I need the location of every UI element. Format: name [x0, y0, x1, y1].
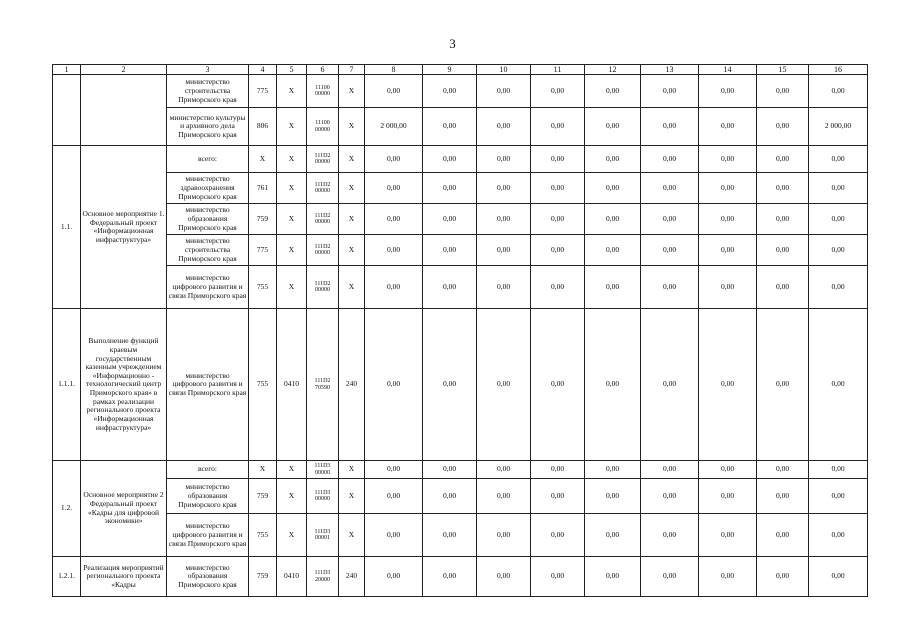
org-cell: министерство образования Приморского края — [167, 204, 249, 235]
table-row — [53, 266, 868, 309]
amount-cell: 0,00 — [477, 309, 531, 461]
col-header: 4 — [249, 65, 277, 75]
amount-total-cell: 0,00 — [809, 479, 868, 514]
amount-cell: 0,00 — [423, 266, 477, 309]
section-code-cell: X — [277, 108, 307, 146]
section-code-cell: X — [277, 235, 307, 266]
amount-cell: 0,00 — [477, 75, 531, 108]
grbs-cell: 775 — [249, 235, 277, 266]
amount-cell: 0,00 — [423, 235, 477, 266]
amount-cell: 2 000,00 — [365, 108, 423, 146]
section-code-cell: X — [277, 173, 307, 204]
section-name-cell: Реализация мероприятий регионального проекта «Кадры — [81, 557, 167, 597]
amount-cell: 0,00 — [365, 514, 423, 557]
amount-cell: 0,00 — [365, 266, 423, 309]
amount-cell: 0,00 — [699, 235, 757, 266]
amount-cell: 0,00 — [423, 514, 477, 557]
amount-cell: 0,00 — [423, 204, 477, 235]
amount-total-cell: 0,00 — [809, 173, 868, 204]
org-cell: министерство строительства Приморского края — [167, 75, 249, 108]
table-row — [53, 108, 868, 146]
amount-cell: 0,00 — [365, 309, 423, 461]
org-cell: министерство образования Приморского края — [167, 557, 249, 597]
amount-cell: 0,00 — [757, 266, 809, 309]
amount-cell: 0,00 — [477, 461, 531, 479]
amount-cell: 0,00 — [641, 461, 699, 479]
org-cell: министерство здравоохранения Приморского края — [167, 173, 249, 204]
target-article-cell: 111D2 00000 — [307, 204, 339, 235]
section-name-cell — [81, 75, 167, 146]
amount-cell: 0,00 — [477, 479, 531, 514]
grbs-cell: 755 — [249, 514, 277, 557]
amount-cell: 0,00 — [477, 108, 531, 146]
amount-cell: 0,00 — [531, 557, 585, 597]
amount-cell: 0,00 — [699, 557, 757, 597]
target-article-cell: 111D2 70590 — [307, 309, 339, 461]
page-number: 3 — [449, 36, 456, 51]
amount-cell: 0,00 — [585, 204, 641, 235]
col-header: 13 — [641, 65, 699, 75]
expense-type-cell: 240 — [339, 309, 365, 461]
amount-cell: 0,00 — [757, 204, 809, 235]
amount-cell: 0,00 — [423, 309, 477, 461]
grbs-cell: 755 — [249, 266, 277, 309]
amount-cell: 0,00 — [641, 479, 699, 514]
amount-total-cell: 0,00 — [809, 461, 868, 479]
amount-cell: 0,00 — [531, 146, 585, 173]
amount-cell: 0,00 — [585, 266, 641, 309]
col-header: 2 — [81, 65, 167, 75]
target-article-cell: 111D2 00000 — [307, 173, 339, 204]
amount-cell: 0,00 — [699, 266, 757, 309]
section-code-cell: X — [277, 461, 307, 479]
amount-cell: 0,00 — [423, 479, 477, 514]
amount-cell: 0,00 — [531, 75, 585, 108]
section-number-cell: 1.2.1. — [53, 557, 81, 597]
amount-cell: 0,00 — [757, 75, 809, 108]
table-row — [53, 514, 868, 557]
amount-cell: 0,00 — [641, 514, 699, 557]
amount-cell: 0,00 — [757, 146, 809, 173]
amount-cell: 0,00 — [585, 146, 641, 173]
section-number-cell: 1.1.1. — [53, 309, 81, 461]
target-article-cell: 111D2 00000 — [307, 146, 339, 173]
col-header: 14 — [699, 65, 757, 75]
col-header: 10 — [477, 65, 531, 75]
target-article-cell: 11100 00000 — [307, 108, 339, 146]
amount-total-cell: 0,00 — [809, 204, 868, 235]
amount-total-cell: 2 000,00 — [809, 108, 868, 146]
amount-cell: 0,00 — [757, 514, 809, 557]
col-header: 8 — [365, 65, 423, 75]
amount-cell: 0,00 — [641, 204, 699, 235]
amount-cell: 0,00 — [641, 557, 699, 597]
amount-cell: 0,00 — [423, 173, 477, 204]
amount-cell: 0,00 — [477, 235, 531, 266]
amount-cell: 0,00 — [531, 108, 585, 146]
expense-type-cell: 240 — [339, 557, 365, 597]
amount-cell: 0,00 — [585, 557, 641, 597]
amount-cell: 0,00 — [585, 108, 641, 146]
grbs-cell: 759 — [249, 479, 277, 514]
amount-cell: 0,00 — [641, 146, 699, 173]
amount-cell: 0,00 — [757, 461, 809, 479]
table-row — [53, 557, 868, 597]
amount-cell: 0,00 — [641, 75, 699, 108]
grbs-cell: 759 — [249, 557, 277, 597]
amount-cell: 0,00 — [423, 75, 477, 108]
amount-cell: 0,00 — [585, 173, 641, 204]
section-code-cell: 0410 — [277, 557, 307, 597]
amount-cell: 0,00 — [531, 266, 585, 309]
amount-cell: 0,00 — [477, 146, 531, 173]
amount-cell: 0,00 — [423, 557, 477, 597]
amount-cell: 0,00 — [477, 173, 531, 204]
org-cell: всего: — [167, 146, 249, 173]
amount-cell: 0,00 — [531, 514, 585, 557]
col-header: 7 — [339, 65, 365, 75]
amount-cell: 0,00 — [699, 173, 757, 204]
amount-cell: 0,00 — [477, 557, 531, 597]
amount-cell: 0,00 — [699, 461, 757, 479]
col-header: 5 — [277, 65, 307, 75]
org-cell: министерство цифрового развития и связи Приморского края — [167, 266, 249, 309]
amount-cell: 0,00 — [585, 461, 641, 479]
section-code-cell: X — [277, 204, 307, 235]
amount-total-cell: 0,00 — [809, 514, 868, 557]
amount-cell: 0,00 — [365, 479, 423, 514]
amount-cell: 0,00 — [641, 235, 699, 266]
grbs-cell: X — [249, 461, 277, 479]
col-header: 11 — [531, 65, 585, 75]
amount-cell: 0,00 — [423, 146, 477, 173]
target-article-cell: 111D2 00000 — [307, 266, 339, 309]
amount-cell: 0,00 — [699, 479, 757, 514]
section-code-cell: X — [277, 514, 307, 557]
amount-cell: 0,00 — [531, 309, 585, 461]
grbs-cell: 759 — [249, 204, 277, 235]
amount-cell: 0,00 — [641, 108, 699, 146]
table-row — [53, 461, 868, 479]
amount-cell: 0,00 — [365, 557, 423, 597]
section-name-cell: Основное мероприятие 2 Федеральный проект «Кадры для цифровой экономики» — [81, 461, 167, 557]
org-cell: министерство образования Приморского края — [167, 479, 249, 514]
amount-cell: 0,00 — [423, 461, 477, 479]
amount-total-cell: 0,00 — [809, 266, 868, 309]
col-header: 9 — [423, 65, 477, 75]
amount-cell: 0,00 — [585, 309, 641, 461]
grbs-cell: 761 — [249, 173, 277, 204]
grbs-cell: 755 — [249, 309, 277, 461]
expense-type-cell: X — [339, 514, 365, 557]
grbs-cell: 806 — [249, 108, 277, 146]
amount-cell: 0,00 — [365, 235, 423, 266]
table-row — [53, 204, 868, 235]
amount-cell: 0,00 — [531, 461, 585, 479]
amount-cell: 0,00 — [699, 108, 757, 146]
amount-cell: 0,00 — [365, 146, 423, 173]
section-number-cell: 1.1. — [53, 146, 81, 309]
amount-cell: 0,00 — [641, 309, 699, 461]
expense-type-cell: X — [339, 204, 365, 235]
amount-total-cell: 0,00 — [809, 557, 868, 597]
amount-cell: 0,00 — [477, 514, 531, 557]
expense-type-cell: X — [339, 479, 365, 514]
col-header: 6 — [307, 65, 339, 75]
amount-cell: 0,00 — [531, 204, 585, 235]
expense-type-cell: X — [339, 461, 365, 479]
expense-type-cell: X — [339, 235, 365, 266]
target-article-cell: 11100 00000 — [307, 75, 339, 108]
org-cell: всего: — [167, 461, 249, 479]
amount-cell: 0,00 — [757, 108, 809, 146]
table-row — [53, 235, 868, 266]
org-cell: министерство цифрового развития и связи Приморского края — [167, 309, 249, 461]
org-cell: министерство культуры и архивного дела Приморского края — [167, 108, 249, 146]
amount-cell: 0,00 — [699, 514, 757, 557]
target-article-cell: 111D3 00000 — [307, 461, 339, 479]
amount-total-cell: 0,00 — [809, 235, 868, 266]
amount-cell: 0,00 — [531, 235, 585, 266]
col-header: 1 — [53, 65, 81, 75]
amount-cell: 0,00 — [365, 75, 423, 108]
expense-type-cell: X — [339, 108, 365, 146]
amount-cell: 0,00 — [585, 235, 641, 266]
col-header: 15 — [757, 65, 809, 75]
section-name-cell: Основное мероприятие 1. Федеральный проект «Информационная инфраструктура» — [81, 146, 167, 309]
target-article-cell: 111D2 00000 — [307, 235, 339, 266]
amount-cell: 0,00 — [477, 204, 531, 235]
amount-cell: 0,00 — [477, 266, 531, 309]
table-row — [53, 146, 868, 173]
amount-cell: 0,00 — [757, 173, 809, 204]
table-row — [53, 309, 868, 461]
amount-cell: 0,00 — [365, 461, 423, 479]
target-article-cell: 111D3 00001 — [307, 514, 339, 557]
amount-cell: 0,00 — [585, 479, 641, 514]
amount-cell: 0,00 — [757, 235, 809, 266]
amount-cell: 0,00 — [757, 309, 809, 461]
grbs-cell: X — [249, 146, 277, 173]
section-code-cell: 0410 — [277, 309, 307, 461]
section-code-cell: X — [277, 146, 307, 173]
expense-type-cell: X — [339, 173, 365, 204]
table-row — [53, 75, 868, 108]
amount-cell: 0,00 — [365, 173, 423, 204]
expense-type-cell: X — [339, 146, 365, 173]
amount-cell: 0,00 — [641, 266, 699, 309]
target-article-cell: 111D3 20000 — [307, 557, 339, 597]
col-header: 16 — [809, 65, 868, 75]
section-code-cell: X — [277, 75, 307, 108]
table-row — [53, 479, 868, 514]
amount-total-cell: 0,00 — [809, 75, 868, 108]
amount-cell: 0,00 — [585, 75, 641, 108]
budget-table — [52, 64, 868, 597]
amount-total-cell: 0,00 — [809, 309, 868, 461]
expense-type-cell: X — [339, 266, 365, 309]
amount-cell: 0,00 — [365, 204, 423, 235]
section-code-cell: X — [277, 266, 307, 309]
amount-cell: 0,00 — [699, 309, 757, 461]
header-row — [53, 65, 868, 75]
amount-cell: 0,00 — [699, 204, 757, 235]
amount-cell: 0,00 — [757, 557, 809, 597]
amount-cell: 0,00 — [423, 108, 477, 146]
amount-cell: 0,00 — [757, 479, 809, 514]
section-number-cell — [53, 75, 81, 146]
amount-cell: 0,00 — [531, 173, 585, 204]
org-cell: министерство цифрового развития и связи Приморского края — [167, 514, 249, 557]
org-cell: министерство строительства Приморского края — [167, 235, 249, 266]
section-code-cell: X — [277, 479, 307, 514]
amount-total-cell: 0,00 — [809, 146, 868, 173]
amount-cell: 0,00 — [641, 173, 699, 204]
amount-cell: 0,00 — [531, 479, 585, 514]
amount-cell: 0,00 — [585, 514, 641, 557]
col-header: 3 — [167, 65, 249, 75]
section-number-cell: 1.2. — [53, 461, 81, 557]
expense-type-cell: X — [339, 75, 365, 108]
target-article-cell: 111D3 00000 — [307, 479, 339, 514]
table-row — [53, 173, 868, 204]
amount-cell: 0,00 — [699, 146, 757, 173]
section-name-cell: Выполнение функций краевым государственным казенным учреждением «Информационно - технологический центр Приморского края» в рамках реализации регионального проекта «Информационная инфраструктура» — [81, 309, 167, 461]
grbs-cell: 775 — [249, 75, 277, 108]
amount-cell: 0,00 — [699, 75, 757, 108]
col-header: 12 — [585, 65, 641, 75]
